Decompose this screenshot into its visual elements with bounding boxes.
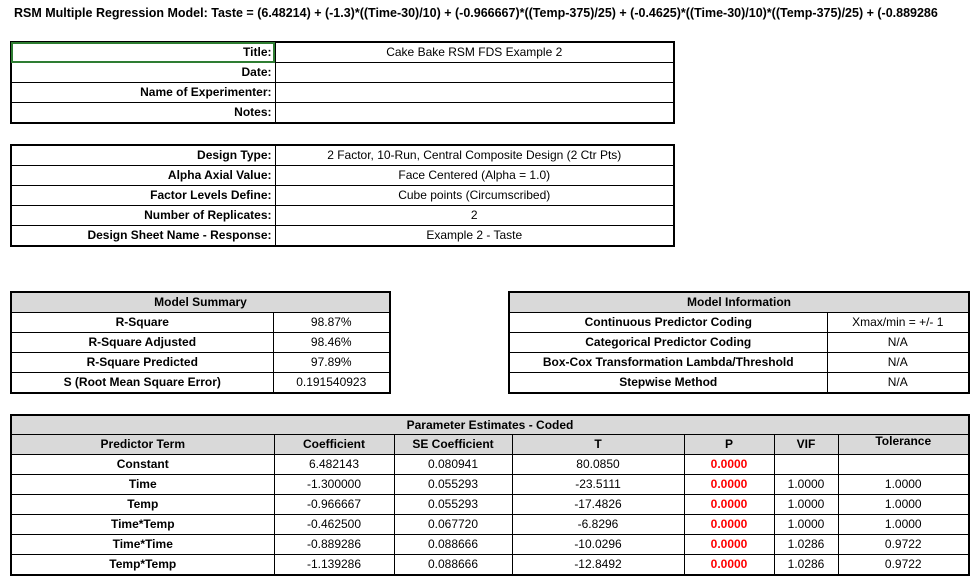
- table-row: [11, 455, 969, 475]
- design-row: [11, 145, 674, 166]
- tolerance-cell[interactable]: 1.0000: [838, 475, 969, 495]
- t-cell[interactable]: -6.8296: [512, 515, 684, 535]
- model-info-row: [509, 353, 969, 373]
- model-info-label[interactable]: Continuous Predictor Coding: [509, 313, 827, 333]
- info-table: [10, 41, 675, 124]
- tolerance-cell[interactable]: 0.9722: [838, 535, 969, 555]
- se-coefficient-cell[interactable]: 0.080941: [394, 455, 512, 475]
- model-info-label[interactable]: Box-Cox Transformation Lambda/Threshold: [509, 353, 827, 373]
- vif-cell[interactable]: 1.0000: [774, 515, 838, 535]
- vif-cell[interactable]: 1.0000: [774, 475, 838, 495]
- info-label[interactable]: Date:: [11, 63, 275, 83]
- vif-cell[interactable]: [774, 455, 838, 475]
- t-cell[interactable]: -23.5111: [512, 475, 684, 495]
- model-information-title: Model Information: [509, 292, 969, 313]
- design-table: [10, 144, 675, 247]
- p-value-cell[interactable]: 0.0000: [684, 515, 774, 535]
- model-info-value[interactable]: N/A: [827, 373, 969, 394]
- column-header[interactable]: Tolerance: [838, 435, 969, 455]
- coefficient-cell[interactable]: -0.966667: [274, 495, 394, 515]
- model-summary-title: Model Summary: [11, 292, 390, 313]
- vif-cell[interactable]: 1.0000: [774, 495, 838, 515]
- design-label[interactable]: Factor Levels Define:: [11, 186, 275, 206]
- info-value[interactable]: [275, 103, 674, 124]
- summary-label[interactable]: R-Square Predicted: [11, 353, 273, 373]
- tolerance-cell[interactable]: 1.0000: [838, 495, 969, 515]
- design-value[interactable]: Face Centered (Alpha = 1.0): [275, 166, 674, 186]
- design-label[interactable]: Number of Replicates:: [11, 206, 275, 226]
- vif-cell[interactable]: 1.0286: [774, 555, 838, 576]
- summary-row: [11, 353, 390, 373]
- p-value-cell[interactable]: 0.0000: [684, 455, 774, 475]
- design-value[interactable]: Example 2 - Taste: [426, 228, 523, 242]
- parameter-estimates-table: [10, 414, 970, 576]
- design-row: [11, 186, 674, 206]
- model-info-label[interactable]: Stepwise Method: [509, 373, 827, 394]
- model-info-value[interactable]: N/A: [827, 333, 969, 353]
- summary-row: [11, 373, 390, 394]
- info-label[interactable]: Title:: [11, 42, 275, 63]
- coefficient-cell[interactable]: -0.462500: [274, 515, 394, 535]
- summary-row: [11, 333, 390, 353]
- model-info-value[interactable]: Xmax/min = +/- 1: [827, 313, 969, 333]
- column-header[interactable]: VIF: [774, 435, 838, 455]
- design-label[interactable]: Alpha Axial Value:: [11, 166, 275, 186]
- predictor-term[interactable]: Constant: [11, 455, 274, 475]
- se-coefficient-cell[interactable]: 0.067720: [394, 515, 512, 535]
- column-header[interactable]: Coefficient: [274, 435, 394, 455]
- summary-label[interactable]: R-Square Adjusted: [11, 333, 273, 353]
- column-header[interactable]: T: [512, 435, 684, 455]
- p-value-cell[interactable]: 0.0000: [684, 535, 774, 555]
- model-information-table: [508, 291, 970, 394]
- info-row: [11, 83, 674, 103]
- design-row: [11, 226, 674, 247]
- info-row: [11, 42, 674, 63]
- se-coefficient-cell[interactable]: 0.055293: [394, 475, 512, 495]
- coefficient-cell[interactable]: -0.889286: [274, 535, 394, 555]
- se-coefficient-cell[interactable]: 0.088666: [394, 555, 512, 576]
- summary-value[interactable]: 97.89%: [273, 353, 390, 373]
- info-label[interactable]: Notes:: [11, 103, 275, 124]
- design-label[interactable]: Design Type:: [11, 145, 275, 166]
- summary-value[interactable]: 98.46%: [273, 333, 390, 353]
- table-row: [11, 535, 969, 555]
- coefficient-cell[interactable]: -1.300000: [274, 475, 394, 495]
- info-value[interactable]: [275, 63, 674, 83]
- summary-value[interactable]: 0.191540923: [273, 373, 390, 394]
- predictor-term[interactable]: Time*Temp: [11, 515, 274, 535]
- summary-value[interactable]: 98.87%: [273, 313, 390, 333]
- coefficient-cell[interactable]: -1.139286: [274, 555, 394, 576]
- model-info-value[interactable]: N/A: [827, 353, 969, 373]
- design-value[interactable]: 2 Factor, 10-Run, Central Composite Design (2 Ctr Pts): [275, 145, 674, 166]
- design-value[interactable]: 2: [275, 206, 674, 226]
- info-value[interactable]: Cake Bake RSM FDS Example 2: [275, 42, 674, 63]
- summary-label[interactable]: R-Square: [11, 313, 273, 333]
- t-cell[interactable]: 80.0850: [512, 455, 684, 475]
- p-value-cell[interactable]: 0.0000: [684, 475, 774, 495]
- table-row: [11, 475, 969, 495]
- predictor-term[interactable]: Temp*Temp: [11, 555, 274, 576]
- predictor-term[interactable]: Temp: [11, 495, 274, 515]
- table-row: [11, 555, 969, 576]
- predictor-term[interactable]: Time: [11, 475, 274, 495]
- tolerance-cell[interactable]: 0.9722: [838, 555, 969, 576]
- design-row: [11, 206, 674, 226]
- parameter-estimates-title: Parameter Estimates - Coded: [11, 415, 969, 435]
- p-value-cell[interactable]: 0.0000: [684, 495, 774, 515]
- regression-equation: [14, 6, 975, 20]
- tolerance-cell[interactable]: [838, 455, 969, 475]
- info-label[interactable]: Name of Experimenter:: [11, 83, 275, 103]
- column-header[interactable]: SE Coefficient: [394, 435, 512, 455]
- equation-terms: (6.48214) + (-1.3)*((Time-30)/10) + (-0.966667)*((Temp-375)/25) + (-0.4625)*((Time-30)/10)*((Temp-375)/25) + (-0.889286: [257, 6, 938, 20]
- model-info-row: [509, 373, 969, 394]
- table-row: [11, 515, 969, 535]
- design-value[interactable]: Cube points (Circumscribed): [275, 186, 674, 206]
- model-info-row: [509, 333, 969, 353]
- column-header[interactable]: P: [684, 435, 774, 455]
- summary-label[interactable]: S (Root Mean Square Error): [11, 373, 273, 394]
- info-row: [11, 63, 674, 83]
- p-value-cell[interactable]: 0.0000: [684, 555, 774, 576]
- model-summary-table: [10, 291, 391, 394]
- t-cell[interactable]: -12.8492: [512, 555, 684, 576]
- model-info-row: [509, 313, 969, 333]
- info-value[interactable]: [275, 83, 674, 103]
- t-cell[interactable]: -10.0296: [512, 535, 684, 555]
- design-row: [11, 166, 674, 186]
- vif-cell[interactable]: 1.0286: [774, 535, 838, 555]
- se-coefficient-cell[interactable]: 0.055293: [394, 495, 512, 515]
- se-coefficient-cell[interactable]: 0.088666: [394, 535, 512, 555]
- coefficient-cell[interactable]: 6.482143: [274, 455, 394, 475]
- design-label[interactable]: Design Sheet Name - Response:: [11, 226, 275, 247]
- column-header[interactable]: Predictor Term: [11, 435, 274, 455]
- info-row: [11, 103, 674, 124]
- predictor-term[interactable]: Time*Time: [11, 535, 274, 555]
- t-cell[interactable]: -17.4826: [512, 495, 684, 515]
- model-info-label[interactable]: Categorical Predictor Coding: [509, 333, 827, 353]
- equation-prefix: RSM Multiple Regression Model: Taste =: [14, 6, 258, 20]
- summary-row: [11, 313, 390, 333]
- tolerance-cell[interactable]: 1.0000: [838, 515, 969, 535]
- parameter-header-row: [11, 435, 969, 455]
- table-row: [11, 495, 969, 515]
